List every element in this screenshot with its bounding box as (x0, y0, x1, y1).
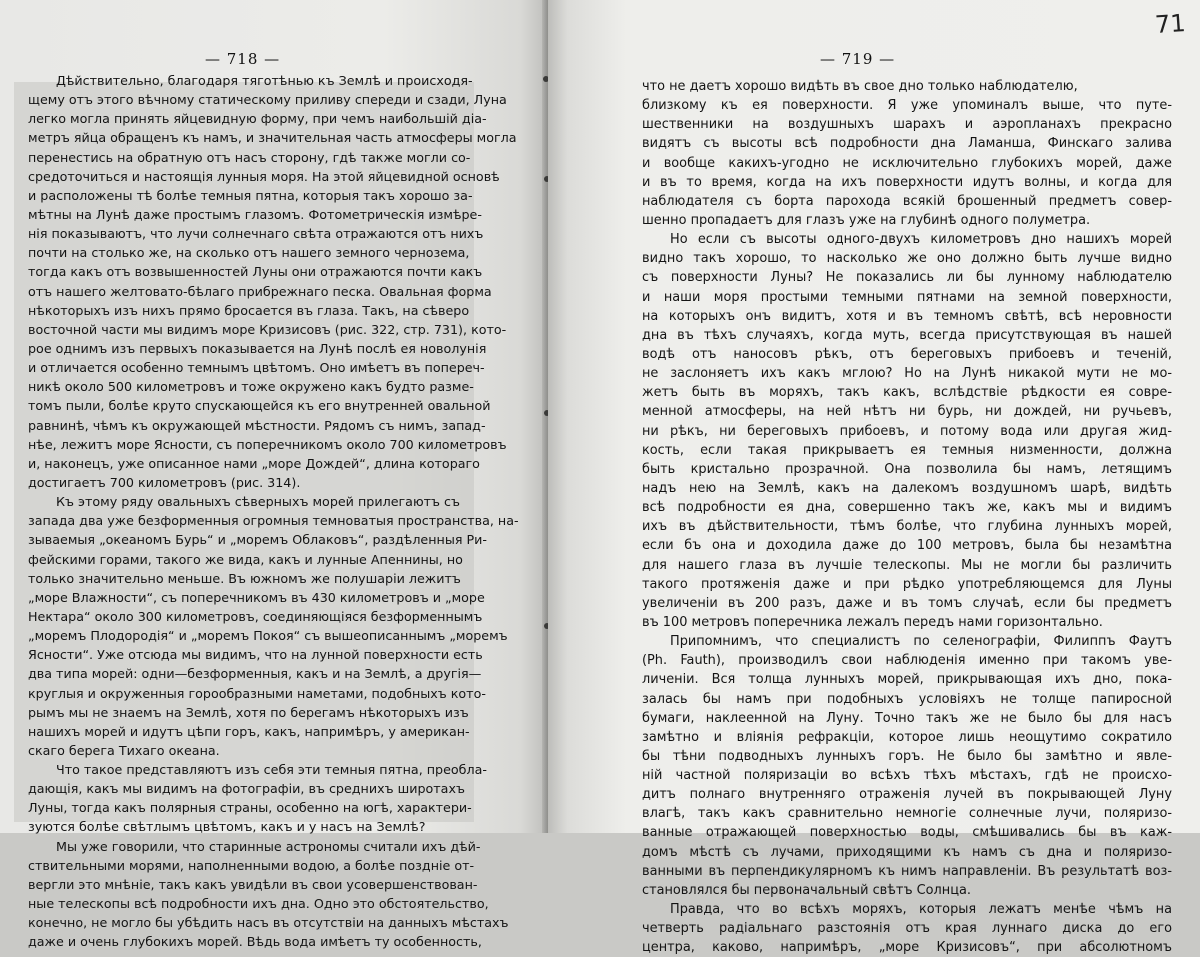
text-line: съ поверхности Луны? Не показались ли бы лунному наблюдателю (642, 270, 1172, 286)
text-line: нiя показываютъ, что лучи солнечнаго свѣта отражаются отъ нихъ (28, 226, 484, 242)
text-line: и, наконецъ, уже описанное нами „море Дождей“, длина котораго (28, 455, 480, 471)
text-line: мѣтны на Лунѣ даже простымъ глазомъ. Фотометрическiя измѣре- (28, 206, 482, 222)
text-line: всѣ подробности ея дна, совершенно такъ же, какъ мы и видимъ (642, 500, 1172, 516)
text-line: Что такое представляютъ изъ себя эти темныя пятна, преобла- (56, 762, 487, 778)
text-line: равнинѣ, чѣмъ къ окружающей мѣстности. Рядомъ съ нимъ, запад- (28, 417, 486, 433)
text-line: домъ мѣстѣ съ лучами, приходящими къ намъ съ дна и поляризо- (642, 844, 1172, 860)
text-line: шественники на воздушныхъ шарахъ и аэропланахъ прекрасно (642, 117, 1172, 133)
text-line: вергли это мнѣнiе, такъ какъ увидѣли въ свои усовершенствован- (28, 876, 478, 892)
text-line: дитъ полнаго внутренняго отраженiя лучей въ покрывающей Луну (642, 787, 1172, 803)
text-line: влагѣ, такъ какъ сравнительно немногiе солнечные лучи, поляризо- (642, 806, 1172, 822)
text-line: бумаги, наклеенной на Луну. Точно такъ же не было бы для насъ (642, 710, 1172, 726)
text-line: быть кристально прозрачной. Она позволила бы намъ, летящимъ (642, 461, 1172, 477)
text-line: для нашего глаза въ лучшiе телескопы. Мы не могли бы различить (642, 557, 1172, 573)
text-line: залась бы намъ при подобныхъ условiяхъ не толще папиросной (642, 691, 1172, 707)
text-line: дающiя, какъ мы видимъ на фотографiи, въ среднихъ широтахъ (28, 781, 465, 797)
text-line: увеличенiи въ 200 разъ, даже и въ томъ случаѣ, если бы предметъ (642, 595, 1172, 611)
text-line: менной атмосферы, на ней нѣтъ ни бурь, ни дождей, ни ручьевъ, (642, 404, 1172, 420)
text-line: что не даетъ хорошо видѣть въ свое дно только наблюдателю, (642, 79, 1078, 94)
page-number-right: — 719 — (820, 50, 896, 68)
text-line: круглыя и окруженныя горообразными наметами, подобныхъ кото- (28, 685, 486, 701)
left-page (0, 0, 548, 950)
text-line: видно такъ хорошо, то насколько же оно должно быть лучше видно (642, 251, 1172, 267)
text-line: перенестись на обратную отъ насъ сторону, гдѣ также могли со- (28, 149, 471, 165)
text-line: почти на столько же, на сколько отъ нашего земного чернозема, (28, 245, 470, 261)
text-line: рымъ мы не знаемъ на Землѣ, хотя по берегамъ нѣкоторыхъ изъ (28, 704, 469, 720)
text-line: восточной части мы видимъ море Кризисовъ (рис. 322, стр. 731), кото- (28, 321, 507, 337)
text-line: легко могла принять яйцевидную форму, при чемъ наибольшiй дiа- (28, 111, 487, 127)
handwritten-mark: 71 (1154, 8, 1187, 40)
text-line: Но если съ высоты одного-двухъ километровъ дно нашихъ морей (670, 232, 1172, 248)
text-line: Нектара“ около 300 километровъ, соединяющiяся безформеннымъ (28, 608, 483, 624)
text-line: если бъ она и доходила даже до 100 метровъ, была бы незамѣтна (642, 538, 1172, 554)
text-line: такого протяженiя даже и при рѣдко употребляющемся для Луны (642, 576, 1172, 592)
text-line: ные телескопы всѣ подробности ихъ дна. Одно это обстоятельство, (28, 896, 489, 912)
text-line: Мы уже говорили, что старинные астрономы считали ихъ дѣй- (56, 838, 481, 854)
text-line: средоточиться и настоящiя лунныя моря. На этой яйцевидной основѣ (28, 168, 500, 184)
text-line: (Ph. Fauth), производилъ свои наблюденiя именно при такомъ уве- (642, 653, 1172, 669)
text-line: щему отъ этого вѣчному статическому приливу спереди и сзади, Луна (28, 92, 507, 108)
text-line: нiй частной поляризацiи во всѣхъ тѣхъ мѣстахъ, гдѣ не происхо- (642, 768, 1172, 784)
text-line: жетъ быть въ моряхъ, такъ какъ, вслѣдствiе рѣдкости ея совре- (642, 385, 1172, 401)
text-line: близкому къ ея поверхности. Я уже упоминалъ выше, что путе- (642, 98, 1172, 114)
text-line: дна въ тѣхъ случаяхъ, когда муть, всегда присутствующая въ нашей (642, 327, 1172, 343)
text-line: даже и очень глубокихъ морей. Вѣдь вода имѣетъ ту особенность, (28, 934, 482, 950)
text-line: ни рѣкъ, ни береговыхъ прибоевъ, и потому вода или другая жид- (642, 423, 1172, 439)
text-line: наблюдателя съ борта парохода всякiй брошенный предметъ совер- (642, 193, 1172, 209)
text-line: видятъ съ высоты всѣ подробности дна Ламанша, Финскаго залива (642, 136, 1172, 152)
text-line: ванные отражающей поверхностью воды, смѣшивались бы въ каж- (642, 825, 1172, 841)
text-line: бы тѣни подводныхъ лунныхъ горъ. Не было бы замѣтно и явле- (642, 748, 1172, 764)
text-line: и вообще какихъ-угодно не исключительно глубокихъ морей, даже (642, 155, 1172, 171)
text-line: центра, каково, напримѣръ, „море Кризисовъ“, при абсолютномъ (642, 940, 1172, 956)
text-line: замѣтно и влiянiя рефракцiи, которое лишь неощутимо сократило (642, 729, 1172, 745)
text-line: томъ пыли, болѣе круто спускающейся къ его внутренней овальной (28, 398, 491, 414)
text-line: фейскими горами, такого же вида, какъ и лунные Апеннины, но (28, 551, 463, 567)
text-line: и наши моря простыми темными пятнами на земной поверхности, (642, 289, 1172, 305)
text-line: не заслоняетъ ихъ какъ мглою? Но на Лунѣ никакой мути не мо- (642, 366, 1172, 382)
text-line: и въ то время, когда на ихъ поверхности идутъ волны, и когда для (642, 174, 1172, 190)
text-line: ванными въ перпендикулярномъ къ нимъ направленiи. Въ результатѣ воз- (642, 863, 1172, 879)
text-line: нашихъ морей и идутъ цѣпи горъ, какъ, напримѣръ, у американ- (28, 723, 470, 739)
text-line: скаго берега Тихаго океана. (28, 742, 220, 758)
text-line: надъ нею на Землѣ, какъ на далекомъ воздушномъ шарѣ, видѣть (642, 480, 1172, 496)
text-line: нѣе, лежитъ море Ясности, съ поперечникомъ около 700 километровъ (28, 436, 507, 452)
text-line: Припомнимъ, что специалистъ по селенографiи, Филиппъ Фаутъ (670, 634, 1172, 650)
text-line: никѣ около 500 километровъ и тоже окружено какъ будто разме- (28, 379, 474, 395)
text-line: ихъ въ дѣйствительности, тѣмъ болѣе, что глубина лунныхъ морей, (642, 519, 1172, 535)
text-line: и отличается особенно темнымъ цвѣтомъ. Оно имѣетъ въ попереч- (28, 360, 485, 376)
text-line: „моремъ Плодородiя“ и „моремъ Покоя“ съ вышеописаннымъ „моремъ (28, 628, 508, 644)
text-line: отъ нашего желтовато-бѣлаго прибрежнаго песка. Овальная форма (28, 283, 492, 299)
text-line: въ 100 метровъ поперечника лежалъ передъ нами горизонтально. (642, 614, 1103, 630)
text-line: тогда какъ отъ возвышенностей Луны они отражаются почти какъ (28, 264, 483, 280)
text-line: достигаетъ 700 километровъ (рис. 314). (28, 474, 301, 490)
text-line: рое однимъ изъ первыхъ показывается на Лунѣ послѣ ея новолунiя (28, 340, 487, 356)
text-line: зываемыя „океаномъ Бурь“ и „моремъ Облаковъ“, раздѣленныя Ри- (28, 532, 487, 548)
text-line: и расположены тѣ болѣе темныя пятна, которыя такъ хорошо за- (28, 187, 473, 203)
text-line: водѣ отъ наносовъ рѣкъ, отъ береговыхъ прибоевъ и теченiй, (642, 346, 1172, 362)
text-line: становлялся бы первоначальный свѣтъ Солнца. (642, 882, 971, 898)
text-line: два типа морей: одни—безформенныя, какъ и на Землѣ, а другiя— (28, 666, 482, 682)
text-line: Правда, что во всѣхъ моряхъ, которыя лежатъ менѣе чѣмъ на (670, 902, 1172, 918)
text-line: ствительными морями, наполненными водою, а болѣе позднiе от- (28, 857, 475, 873)
text-line: кость, если такая прикрываетъ ея темныя низменности, должна (642, 442, 1172, 458)
text-line: метръ яйца обращенъ къ намъ, и значительная часть атмосферы могла (28, 130, 517, 146)
text-line: нѣкоторыхъ изъ нихъ прямо бросается въ глаза. Такъ, на сѣверо (28, 302, 470, 318)
text-line: „море Влажности“, съ поперечникомъ въ 430 километровъ и „море (28, 589, 485, 605)
text-line: Луны, тогда какъ полярныя страны, особенно на югѣ, характери- (28, 800, 472, 816)
text-line: шенно пропадаетъ для глазъ уже на глубинѣ одного полуметра. (642, 212, 1091, 228)
text-line: личенiи. Вся толща лунныхъ морей, прикрывающая ихъ дно, пока- (642, 672, 1172, 688)
text-line: конечно, не могло бы убѣдить насъ въ отсутствiи на данныхъ мѣстахъ (28, 915, 509, 931)
text-line: Къ этому ряду овальныхъ сѣверныхъ морей прилегаютъ съ (56, 494, 460, 510)
page-number-left: — 718 — (205, 50, 281, 68)
text-line: четверть радiальнаго разстоянiя отъ края луннаго диска до его (642, 921, 1172, 937)
text-line: на которыхъ онъ видитъ, хотя и въ темномъ свѣтѣ, всѣ неровности (642, 308, 1172, 324)
left-page-text (28, 71, 519, 951)
text-line: только значительно меньше. Въ южномъ же полушарiи лежитъ (28, 570, 461, 586)
text-line: Ясности“. Уже отсюда мы видимъ, что на лунной поверхности есть (28, 647, 483, 663)
text-line: запада два уже безформенныя огромныя темноватыя пространства, на- (28, 513, 519, 529)
right-page-text (642, 77, 1172, 957)
text-line: зуются болѣе свѣтлымъ цвѣтомъ, какъ и у насъ на Землѣ? (28, 819, 426, 835)
text-line: Дѣйствительно, благодаря тяготѣнью къ Землѣ и происходя- (56, 73, 473, 88)
